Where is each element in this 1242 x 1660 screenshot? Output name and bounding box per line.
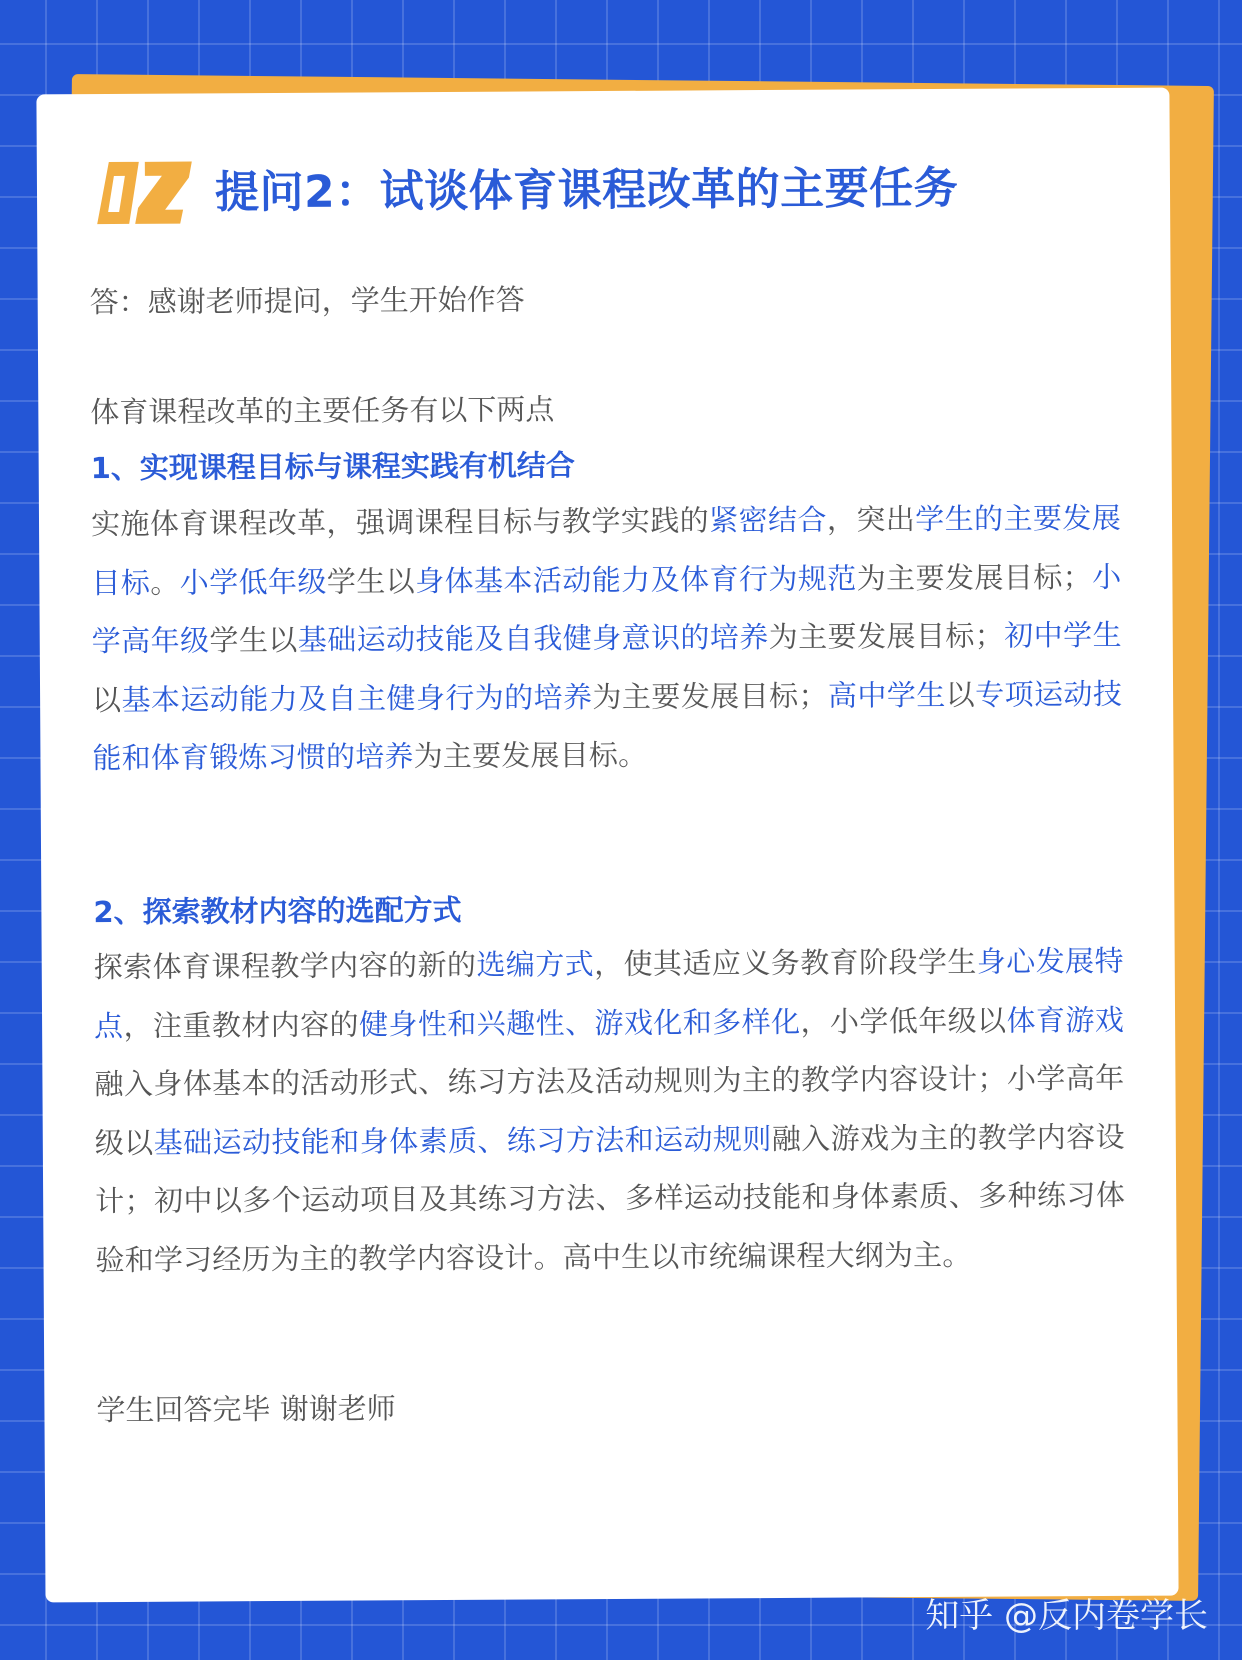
overview-text: 体育课程改革的主要任务有以下两点 <box>90 392 555 430</box>
oz-logo <box>89 158 193 229</box>
page-title: 提问2：试谈体育课程改革的主要任务 <box>214 162 959 219</box>
answer-intro: 答：感谢老师提问，学生开始作答 <box>89 282 525 320</box>
zhihu-watermark: 知乎 @反内卷学长 <box>925 1596 1208 1636</box>
section2-heading: 2、探索教材内容的选配方式 <box>93 892 462 930</box>
content-card <box>36 88 1178 1603</box>
section2-body: 探索体育课程教学内容的新的选编方式，使其适应义务教育阶段学生身心发展特点，注重教材内容的健身性和兴趣性、游戏化和多样化，小学低年级以体育游戏融入身体基本的活动形式、练习方法及活动规则为主的教学内容设计；小学高年级以基础运动技能和身体素质、练习方法和运动规则融入游戏为主的教学内容设计；初中以多个运动项目及其练习方法、多样运动技能和身体素质、多种练习体验和学习经历为主的教学内容设计。高中生以市统编课程大纲为主。 <box>93 943 1126 1277</box>
section1-heading: 1、实现课程目标与课程实践有机结合 <box>90 448 575 486</box>
closing-text: 学生回答完毕 谢谢老师 <box>96 1391 396 1428</box>
section1-body: 实施体育课程改革，强调课程目标与教学实践的紧密结合，突出学生的主要发展目标。小学低年级学生以身体基本活动能力及体育行为规范为主要发展目标；小学高年级学生以基础运动技能及自我健身意识的培养为主要发展目标；初中学生以基本运动能力及自主健身行为的培养为主要发展目标；高中学生以专项运动技能和体育锻炼习惯的培养为主要发展目标。 <box>90 500 1123 776</box>
